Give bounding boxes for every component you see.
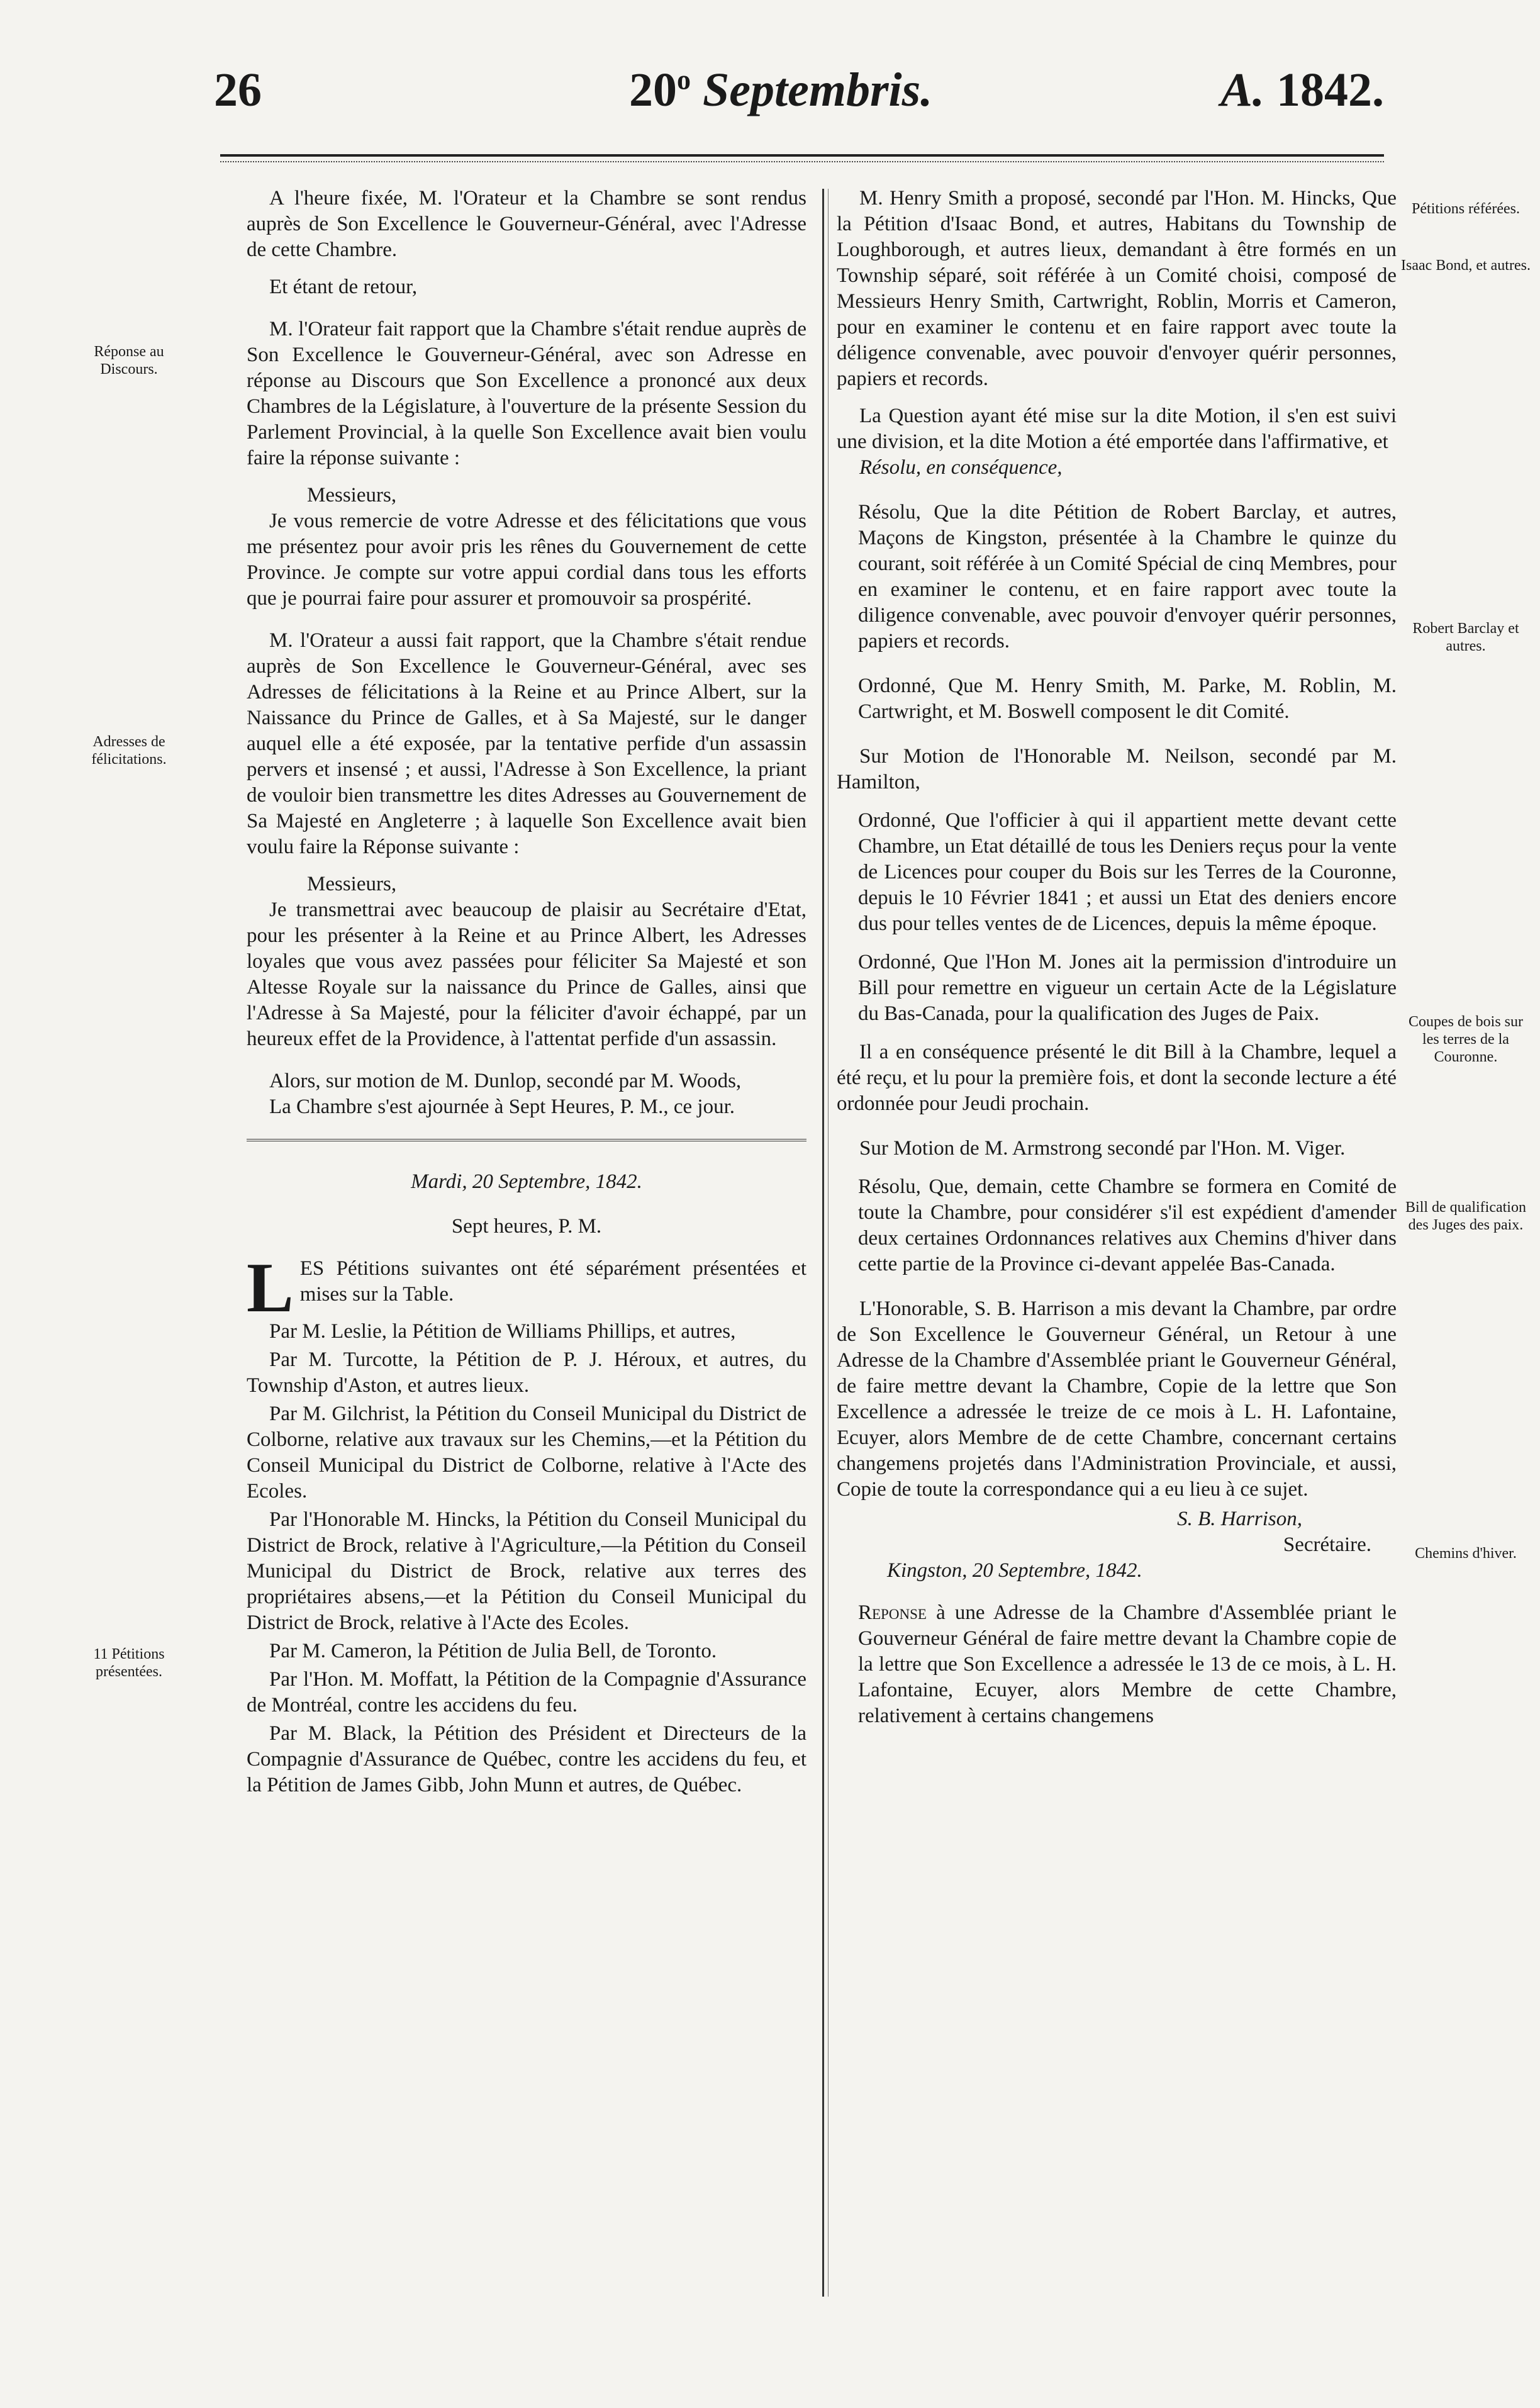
- paragraph: Résolu, en conséquence,: [859, 456, 1063, 479]
- column-divider-thin: [828, 189, 829, 2297]
- margin-note-left-2: Adresses de félicitations.: [91, 734, 167, 768]
- margin-note-right-3: Robert Barclay et autres.: [1412, 620, 1519, 654]
- paragraph: Je vous remercie de votre Adresse et des félicitations que vous me présentez pour avoir pris les rênes du Gouvernement de cette Province. Je compte sur votre appui cordial dans tous les efforts que je pourrai faire pour assurer et promouvoir sa prospérité.: [247, 510, 806, 610]
- paragraph: Par l'Hon. M. Moffatt, la Pétition de la Compagnie d'Assurance de Montréal, contre les accidens du feu.: [247, 1668, 806, 1716]
- margin-note-right-5: Bill de qualification des Juges des paix.: [1405, 1199, 1526, 1233]
- paragraph: Par M. Gilchrist, la Pétition du Conseil Municipal du District de Colborne, relative aux travaux sur les Chemins,—et la Pétition du Conseil Municipal du District de Colborne, relative à l'Acte des Ecoles.: [247, 1403, 806, 1503]
- paragraph: L'Honorable, S. B. Harrison a mis devant la Chambre, par ordre de Son Excellence le Gouverneur Général, un Retour à une Adresse de la Chambre d'Assemblée priant le Gouverneur Général, de faire mettre devant la Chambre, Copie de la lettre que Son Excellence a adressée le treize de ce mois à L. H. Lafontaine, Ecuyer, alors Membre de de cette Chambre, concernant certains changemens projetés dans l'Administration Provinciale, et aussi, Copie de toute la correspondance qui a eu lieu à ce sujet.: [837, 1297, 1397, 1501]
- paragraph-dropcap: [247, 1249, 806, 1327]
- header-year: [1220, 63, 1384, 118]
- session-date-text: Mardi, 20 Septembre, 1842.: [411, 1170, 642, 1193]
- paragraph: Par M. Leslie, la Pétition de Williams Phillips, et autres,: [269, 1320, 736, 1343]
- margin-note-right-2: Isaac Bond, et autres.: [1401, 257, 1531, 274]
- reply-lead: Reponse: [858, 1601, 927, 1624]
- order: Ordonné, Que l'officier à qui il appartient mette devant cette Chambre, un Etat détaillé de tous les Deniers reçus pour la vente de Licences pour couper du Bois sur les Terres de la Couronne, depuis le 10 Février 1841 ; et aussi un Etat des deniers encore dus pour telles ventes de de Licences, depuis la même époque.: [858, 809, 1397, 935]
- paragraph: Par M. Black, la Pétition des Président et Directeurs de la Compagnie d'Assurance de Québec, contre les accidens du feu, et la Pétition de James Gibb, John Munn et autres, de Québec.: [247, 1722, 806, 1796]
- session-time: Sept heures, P. M.: [451, 1215, 602, 1238]
- page-number: 26: [214, 64, 262, 116]
- paragraph: M. l'Orateur fait rapport que la Chambre s'était rendue auprès de Son Excellence le Gouverneur-Général, avec son Adresse en réponse au Discours que Son Excellence a prononcé aux deux Chambres de la Législature, à l'ouverture de la présente Session du Parlement Provincial, à la quelle Son Excellence avait bien voulu faire la réponse suivante :: [247, 318, 806, 469]
- paragraph: Par M. Cameron, la Pétition de Julia Bell, de Toronto.: [269, 1640, 717, 1662]
- resolution: Résolu, Que la dite Pétition de Robert Barclay, et autres, Maçons de Kingston, présentée à la Chambre le quinze du courant, soit référée à un Comité Spécial de cinq Membres, pour en examiner le contenu, et en faire rapport avec toute la diligence convenable, avec pouvoir d'envoyer quérir personnes, papiers et records.: [858, 501, 1397, 652]
- header-month: Septembris.: [703, 64, 933, 116]
- salutation: Messieurs,: [307, 484, 397, 507]
- session-date: [247, 1169, 806, 1195]
- header-day-suffix: o: [677, 64, 691, 96]
- signature-name: S. B. Harrison,: [1177, 1508, 1302, 1530]
- signature-place: Kingston, 20 Septembre, 1842.: [887, 1559, 1142, 1582]
- header-year-value: 1842.: [1276, 64, 1384, 116]
- paragraph: Je transmettrai avec beaucoup de plaisir au Secrétaire d'Etat, pour les présenter à la Reine et au Prince Albert, les Adresses loyales que vous avez passées pour féliciter Sa Majesté et son Altesse Royale sur la naissance du Prince de Galles, ainsi que l'Adresse à Sa Majesté, pour la féliciter d'avoir échappé, par un heureux effet de la Providence, à l'attentat perfide d'un assassin.: [247, 899, 806, 1050]
- paragraph: Il a en conséquence présenté le dit Bill à la Chambre, lequel a été reçu, et lu pour la première fois, et dont la seconde lecture a été ordonnée pour Jeudi prochain.: [837, 1041, 1397, 1115]
- dropcap-text: ES Pétitions suivantes ont été séparément présentées et mises sur la Table.: [299, 1257, 806, 1306]
- margin-note-left-1: Réponse au Discours.: [94, 344, 164, 378]
- paragraph: A l'heure fixée, M. l'Orateur et la Chambre se sont rendus auprès de Son Excellence le Gouverneur-Général, avec l'Adresse de cette Chambre.: [247, 187, 806, 261]
- header-date: [629, 63, 932, 118]
- right-column: [837, 186, 1397, 1740]
- order: Ordonné, Que l'Hon M. Jones ait la permission d'introduire un Bill pour remettre en vigueur un certain Acte de la Législature du Bas-Canada, pour la qualification des Juges de Paix.: [858, 951, 1397, 1025]
- paragraph: La Question ayant été mise sur la dite Motion, il s'en est suivi une division, et la dite Motion a été emportée dans l'affirmative, et: [837, 405, 1397, 453]
- paragraph: M. l'Orateur a aussi fait rapport, que la Chambre s'était rendue auprès de Son Excellence le Gouverneur-Général, avec ses Adresses de félicitations à la Reine et au Prince Albert, sur la Naissance du Prince de Galles, et à Sa Majesté, sur le danger auquel elle a été exposée, par la tentative perfide d'un assassin pervers et insensé ; et aussi, l'Adresse à Son Excellence, la priant de vouloir bien transmettre les dites Adresses au Gouvernement de Sa Majesté en Angleterre ; à laquelle Son Excellence avait bien voulu faire la Réponse suivante :: [247, 629, 806, 858]
- header-rule: [220, 154, 1384, 157]
- margin-note-left-3: 11 Pétitions présentées.: [93, 1646, 165, 1680]
- header-rule-dotted: [220, 161, 1384, 162]
- drop-cap: L: [247, 1249, 294, 1327]
- resolution: Résolu, Que, demain, cette Chambre se formera en Comité de toute la Chambre, pour considérer s'il est expédient d'amender deux certaines Ordonnances relatives aux Chemins d'hiver dans cette partie de la Province ci-devant appelée Bas-Canada.: [858, 1175, 1397, 1275]
- margin-note-right-6: Chemins d'hiver.: [1415, 1545, 1517, 1562]
- paragraph: Sur Motion de l'Honorable M. Neilson, secondé par M. Hamilton,: [837, 745, 1397, 793]
- header-day: 20: [629, 64, 677, 116]
- reply-text: à une Adresse de la Chambre d'Assemblée priant le Gouverneur Général de faire mettre devant la Chambre copie de la lettre que Son Excellence a adressée le 13 de ce mois, à L. H. Lafontaine, Ecuyer, alors Membre de cette Chambre, relativement à certains changemens: [858, 1601, 1397, 1727]
- paragraph: Par M. Turcotte, la Pétition de P. J. Héroux, et autres, du Township d'Aston, et autres lieux.: [247, 1348, 806, 1397]
- header-year-prefix: A.: [1220, 64, 1264, 116]
- section-separator: [247, 1139, 806, 1144]
- margin-note-right-1: Pétitions référées.: [1412, 201, 1520, 217]
- paragraph: La Chambre s'est ajournée à Sept Heures, P. M., ce jour.: [269, 1095, 735, 1118]
- paragraph: M. Henry Smith a proposé, secondé par l'Hon. M. Hincks, Que la Pétition d'Isaac Bond, et autres, Habitans du Township de Loughborough, et autres lieux, demandant à être formés en un Township séparé, soit référée à un Comité choisi, composé de Messieurs Henry Smith, Cartwright, Roblin, Morris et Cameron, pour en examiner le contenu et en faire rapport avec toute la déligence convenable, avec pouvoir d'envoyer quérir personnes, papiers et records.: [837, 187, 1397, 390]
- order: Ordonné, Que M. Henry Smith, M. Parke, M. Roblin, M. Cartwright, et M. Boswell composent le dit Comité.: [858, 675, 1397, 723]
- margin-note-right-4: Coupes de bois sur les terres de la Couronne.: [1409, 1014, 1523, 1065]
- column-divider: [822, 189, 824, 2297]
- salutation: Messieurs,: [307, 873, 397, 895]
- page-header: [214, 63, 1384, 132]
- paragraph: Et étant de retour,: [269, 276, 418, 298]
- paragraph: Par l'Honorable M. Hincks, la Pétition du Conseil Municipal du District de Brock, relative à l'Agriculture,—la Pétition du Conseil Municipal du District de Brock, relative aux terres des propriétaires absens,—et la Pétition du Conseil Municipal du District de Brock, relative à l'Acte des Ecoles.: [247, 1508, 806, 1634]
- left-column: [247, 186, 806, 1810]
- paragraph: Sur Motion de M. Armstrong secondé par l'Hon. M. Viger.: [859, 1137, 1346, 1160]
- paragraph: Alors, sur motion de M. Dunlop, secondé par M. Woods,: [269, 1070, 742, 1092]
- reply-paragraph: [837, 1600, 1397, 1729]
- signature-title: Secrétaire.: [1283, 1533, 1371, 1556]
